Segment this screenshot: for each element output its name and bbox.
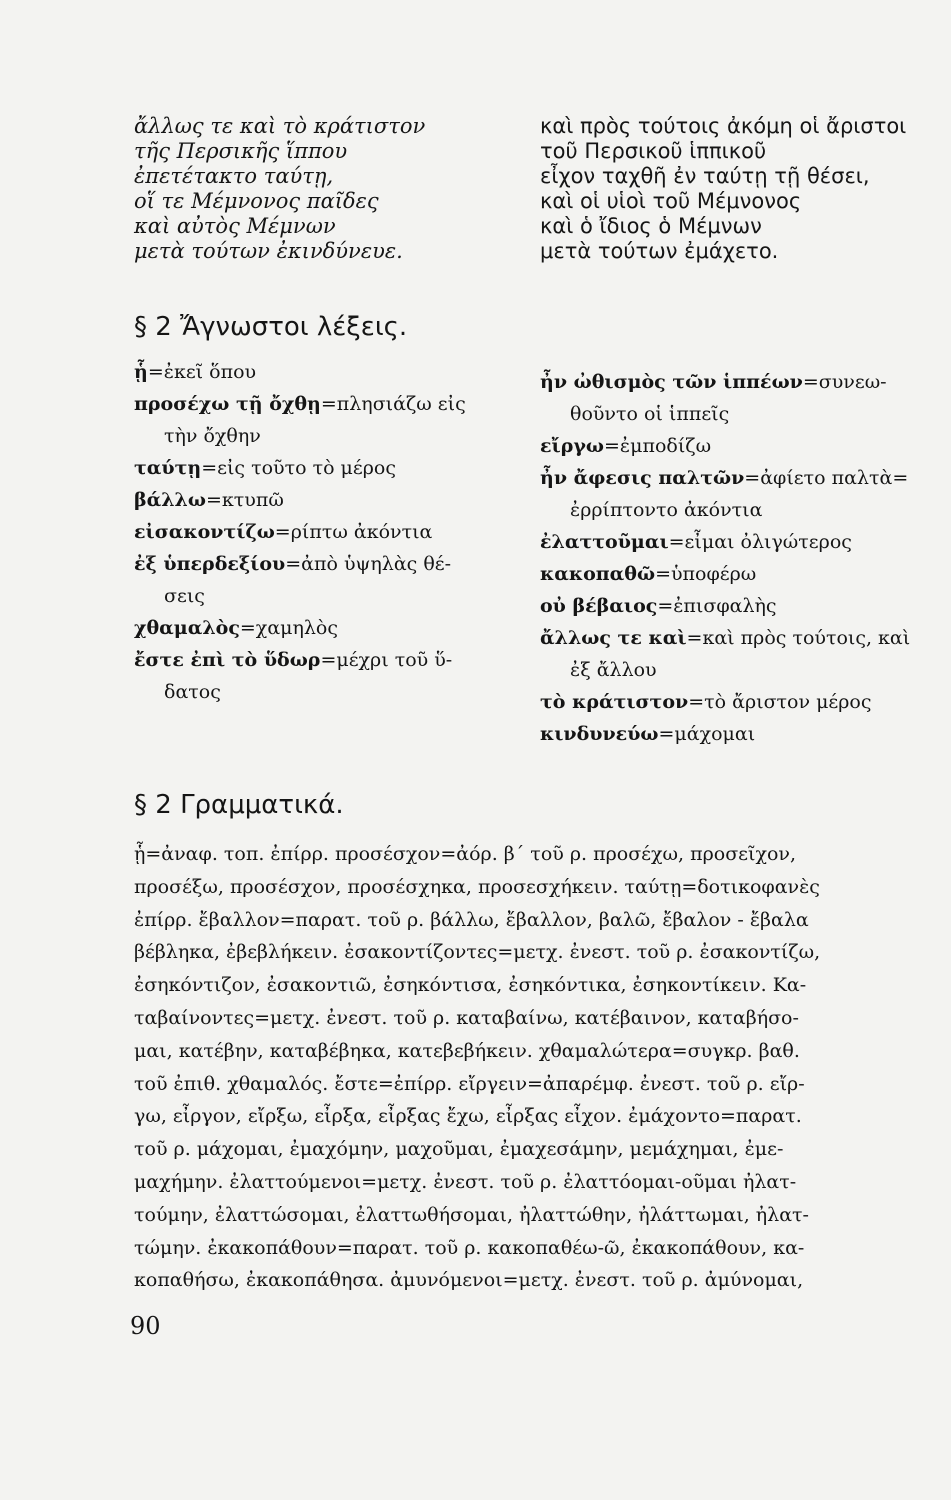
grammar-line: ταβαίνοντες=μετχ. ἐνεστ. τοῦ ρ. καταβαίνω, κατέβαινον, καταβήσο-: [134, 1006, 799, 1029]
vocab-term: ἐξ ὑπερδεξίου: [134, 553, 286, 575]
vocab-entry: [540, 654, 910, 686]
poem-line: οἵ τε Μέμνονος παῖδες: [134, 189, 379, 213]
vocab-entry: [540, 430, 910, 462]
vocab-entry: [540, 494, 910, 526]
vocab-def: ἐρρίπτοντο ἀκόντια: [570, 499, 763, 521]
vocab-def: =συνεω-: [802, 371, 887, 393]
heading-unknown-words: § 2 Ἄγνωστοι λέξεις.: [134, 312, 408, 342]
grammar-line: μαι, κατέβην, καταβέβηκα, κατεβεβήκειν. χθαμαλώτερα=συγκρ. βαθ.: [134, 1039, 800, 1062]
grammar-line: κοπαθήσω, ἐκακοπάθησα. ἀμυνόμενοι=μετχ. ἐνεστ. τοῦ ρ. ἀμύνομαι,: [134, 1269, 804, 1292]
vocab-def: σεις: [164, 585, 205, 607]
vocab-def: =ρίπτω ἀκόντια: [274, 521, 433, 543]
vocab-term: προσέχω τῇ ὄχθῃ: [134, 393, 321, 415]
vocab-term: εἴργω: [540, 435, 605, 457]
vocab-term: εἰσακοντίζω: [134, 521, 275, 543]
vocab-def: θοῦντο οἱ ἱππεῖς: [570, 403, 730, 425]
vocab-entry: [134, 612, 466, 644]
vocab-entry: [134, 516, 466, 548]
vocab-def: =πλησιάζω εἰς: [320, 393, 466, 415]
vocab-term: ἔστε ἐπὶ τὸ ὕδωρ: [134, 649, 321, 671]
poem-line: τοῦ Περσικοῦ ἱππικοῦ: [540, 139, 767, 163]
vocab-term: ᾗ: [134, 361, 148, 383]
poem-line: καὶ ὁ ἴδιος ὁ Μέμνων: [540, 214, 762, 238]
page-number: 90: [130, 1312, 161, 1340]
vocab-term: ἄλλως τε καὶ: [540, 627, 687, 649]
vocab-entry: [134, 644, 466, 676]
grammar-line: τοῦ ρ. μάχομαι, ἐμαχόμην, μαχοῦμαι, ἐμαχεσάμην, μεμάχημαι, ἐμε-: [134, 1138, 784, 1161]
vocab-left: [134, 356, 466, 708]
vocab-entry: [134, 580, 466, 612]
vocab-entry: [540, 398, 910, 430]
vocab-term: ἦν ἄφεσις παλτῶν: [540, 467, 745, 489]
vocab-term: βάλλω: [134, 489, 206, 511]
poem-line: εἶχον ταχθῆ ἐν ταύτῃ τῇ θέσει,: [540, 164, 870, 188]
vocab-def: δατος: [164, 681, 221, 703]
vocab-def: =κτυπῶ: [205, 489, 284, 511]
vocab-def: =ἀπὸ ὑψηλὰς θέ-: [285, 553, 452, 575]
grammar-line: ἐπίρρ. ἔβαλλον=παρατ. τοῦ ρ. βάλλω, ἔβαλλον, βαλῶ, ἔβαλον - ἔβαλα: [134, 908, 809, 931]
poem-line: ἐπετέτακτο ταύτῃ,: [134, 164, 334, 188]
vocab-term: κακοπαθῶ: [540, 563, 656, 585]
grammar-line: βέβληκα, ἐβεβλήκειν. ἐσακοντίζοντες=μετχ. ἐνεστ. τοῦ ρ. ἐσακοντίζω,: [134, 941, 821, 964]
vocab-def: =ἐκεῖ ὅπου: [147, 361, 257, 383]
vocab-term: ταύτῃ: [134, 457, 202, 479]
vocab-entry: [134, 484, 466, 516]
vocab-def: ἐξ ἄλλου: [570, 659, 657, 681]
vocab-def: =ἐπισφαλὴς: [657, 595, 777, 617]
vocab-entry: [134, 420, 466, 452]
poem-line: καὶ οἱ υἱοὶ τοῦ Μέμνονος: [540, 189, 802, 213]
grammar-line: ᾗ=ἀναφ. τοπ. ἐπίρρ. προσέσχον=ἀόρ. β΄ τοῦ ρ. προσέχω, προσεῖχον,: [134, 843, 796, 865]
vocab-term: ἐλαττοῦμαι: [540, 531, 669, 553]
vocab-entry: [540, 558, 910, 590]
poem-line: καὶ αὐτὸς Μέμνων: [134, 214, 336, 238]
vocab-entry: [540, 718, 910, 750]
poem-right: [540, 114, 906, 264]
grammar-line: γω, εἶργον, εἴρξω, εἶρξα, εἶρξας ἔχω, εἶρξας εἶχον. ἐμάχοντο=παρατ.: [134, 1105, 802, 1128]
vocab-entry: [134, 548, 466, 580]
vocab-entry: [540, 622, 910, 654]
vocab-def: =ἐμποδίζω: [604, 435, 712, 457]
poem-line: καὶ πρὸς τούτοις ἀκόμη οἱ ἄριστοι: [540, 114, 907, 138]
vocab-right: [540, 366, 910, 750]
vocab-term: χθαμαλὸς: [134, 617, 240, 639]
vocab-def: =μέχρι τοῦ ὕ-: [320, 649, 453, 671]
vocab-def: τὴν ὄχθην: [164, 425, 261, 447]
vocab-entry: [134, 356, 466, 388]
vocab-term: ἦν ὠθισμὸς τῶν ἱππέων: [540, 371, 803, 393]
vocab-def: =τὸ ἄριστον μέρος: [688, 691, 872, 713]
vocab-def: =ἀφίετο παλτὰ=: [744, 467, 909, 489]
vocab-entry: [540, 462, 910, 494]
vocab-entry: [540, 366, 910, 398]
vocab-entry: [134, 676, 466, 708]
poem-line: τῆς Περσικῆς ἵππου: [134, 139, 348, 163]
vocab-def: =ὑποφέρω: [655, 563, 757, 585]
grammar-line: προσέξω, προσέσχον, προσέσχηκα, προσεσχήκειν. ταύτῃ=δοτικοφανὲς: [134, 875, 820, 898]
vocab-def: =μάχομαι: [658, 723, 756, 745]
grammar-line: τούμην, ἐλαττώσομαι, ἐλαττωθήσομαι, ἠλαττώθην, ἠλάττωμαι, ἠλατ-: [134, 1203, 809, 1226]
vocab-entry: [540, 526, 910, 558]
vocab-entry: [134, 452, 466, 484]
vocab-def: =εἶμαι ὀλιγώτερος: [668, 531, 852, 553]
vocab-term: τὸ κράτιστον: [540, 691, 689, 713]
vocab-term: κινδυνεύω: [540, 723, 659, 745]
grammar-line: μαχήμην. ἐλαττούμενοι=μετχ. ἐνεστ. τοῦ ρ. ἐλαττόομαι-οῦμαι ἠλατ-: [134, 1170, 797, 1193]
vocab-entry: [134, 388, 466, 420]
vocab-term: οὐ βέβαιος: [540, 595, 658, 617]
poem-line: ἄλλως τε καὶ τὸ κράτιστον: [134, 114, 426, 138]
grammar-line: τώμην. ἐκακοπάθουν=παρατ. τοῦ ρ. κακοπαθέω-ῶ, ἐκακοπάθουν, κα-: [134, 1236, 805, 1259]
vocab-entry: [540, 590, 910, 622]
vocab-def: =εἰς τοῦτο τὸ μέρος: [201, 457, 397, 479]
grammar-line: τοῦ ἐπιθ. χθαμαλός. ἔστε=ἐπίρρ. εἴργειν=ἀπαρέμφ. ἐνεστ. τοῦ ρ. εἴρ-: [134, 1072, 805, 1095]
poem-line: μετὰ τούτων ἐμάχετο.: [540, 239, 779, 263]
vocab-entry: [540, 686, 910, 718]
poem-line: μετὰ τούτων ἐκινδύνευε.: [134, 239, 403, 263]
heading-grammar: § 2 Γραμματικά.: [134, 790, 344, 820]
vocab-def: =καὶ πρὸς τούτοις, καὶ: [686, 627, 911, 649]
grammar-line: ἐσηκόντιζον, ἐσακοντιῶ, ἐσηκόντισα, ἐσηκόντικα, ἐσηκοντίκειν. Κα-: [134, 974, 807, 997]
vocab-def: =χαμηλὸς: [239, 617, 339, 639]
poem-left: [134, 114, 425, 264]
grammar-paragraph: [134, 838, 820, 1297]
